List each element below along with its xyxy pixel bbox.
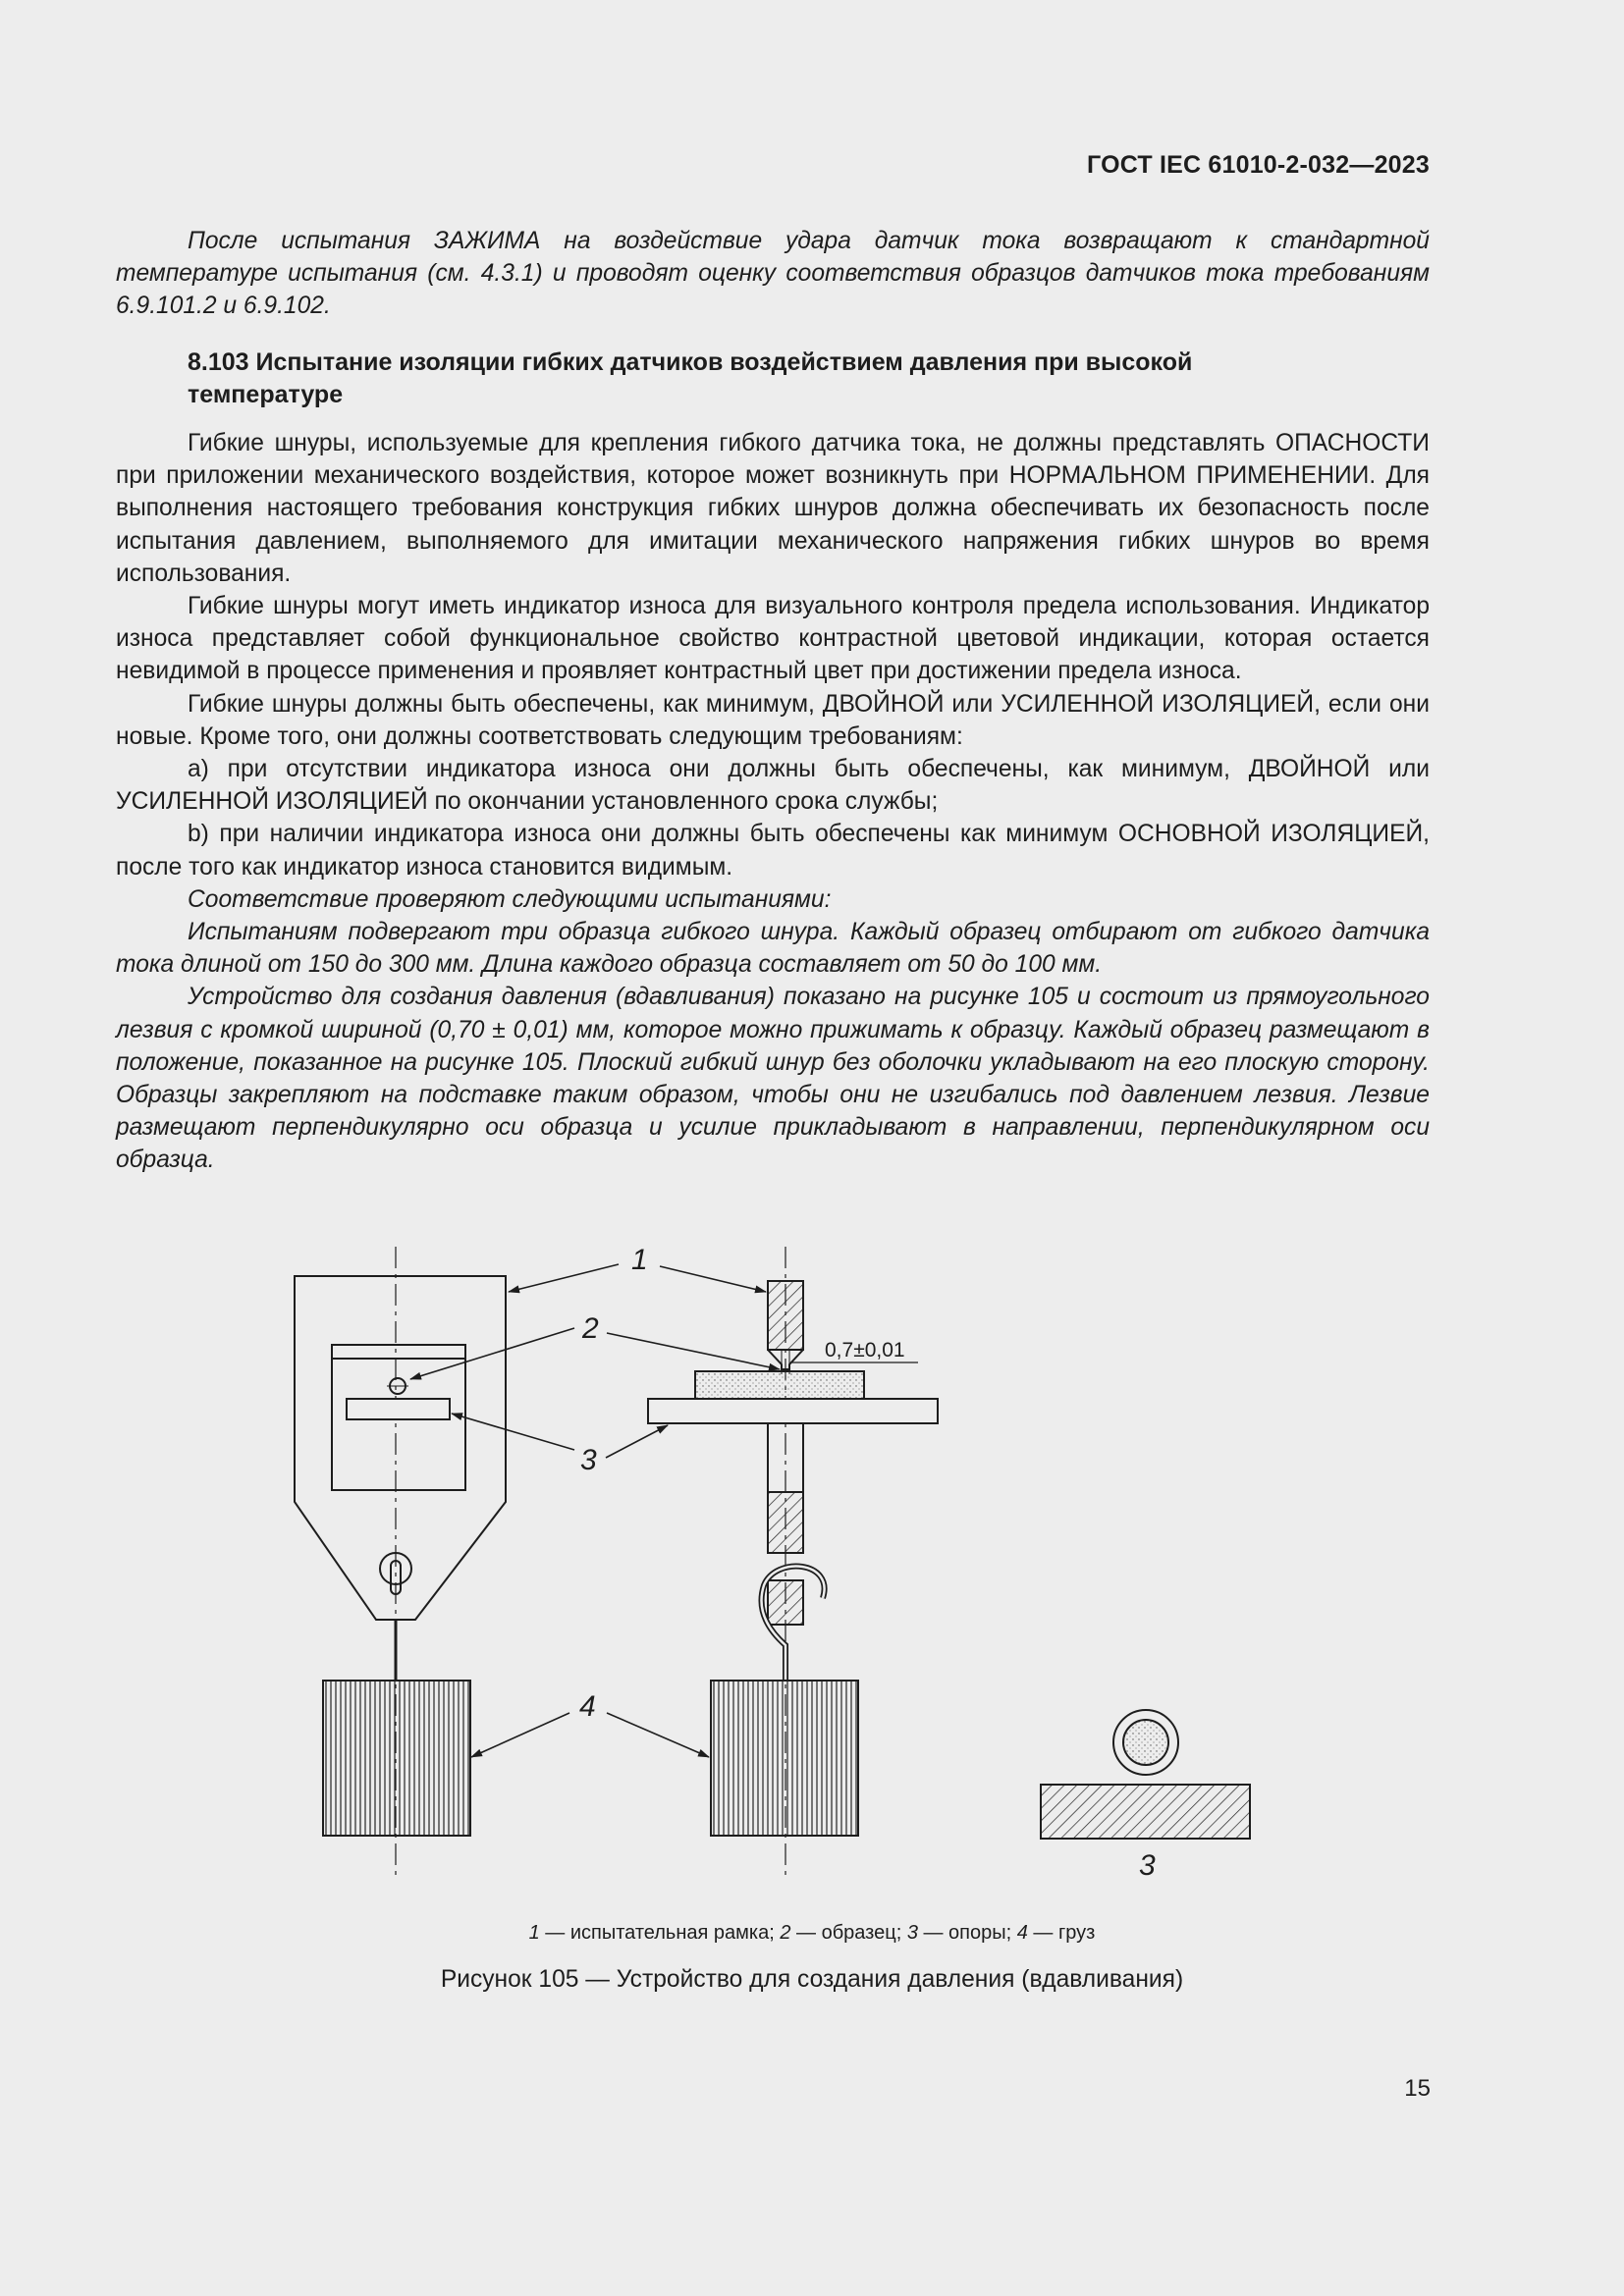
legend-text-3: — опоры; (917, 1922, 1017, 1944)
legend-num-4: 4 (1016, 1922, 1028, 1944)
samples-paragraph: Испытаниям подвергают три образца гибкого шнура. Каждый образец отбирают от гибкого датчика тока длиной от 150 до 300 мм. Длина каждого образца составляет от 50 до 100 мм. (116, 919, 1430, 979)
intro-block (116, 225, 1430, 323)
page-number: 15 (1404, 2075, 1431, 2102)
figure-legend (0, 1922, 1624, 1945)
cross-section-detail (1041, 1710, 1250, 1839)
legend-text-1: — испытательная рамка; (539, 1922, 781, 1944)
list-item-a: a) при отсутствии индикатора износа они должны быть обеспечены, как минимум, ДВОЙНОЙ или УСИЛЕННОЙ ИЗОЛЯЦИЕЙ по окончании установленного срока службы; (116, 756, 1430, 816)
intro-paragraph: После испытания ЗАЖИМА на воздействие удара датчик тока возвращают к стандартной температуре испытания (см. 4.3.1) и проводят оценку соответствия образцов датчиков тока требованиям 6.9.101.2 и 6.9.102. (116, 228, 1430, 320)
compliance-paragraph: Соответствие проверяют следующими испытаниями: (188, 885, 832, 913)
body-text (116, 427, 1430, 1177)
section-heading (188, 347, 1366, 411)
callout-3-detail: 3 (1139, 1849, 1156, 1882)
callout-3: 3 (580, 1444, 597, 1476)
figure-105 (0, 1232, 1624, 1919)
legend-text-2: — образец; (790, 1922, 907, 1944)
list-item-b: b) при наличии индикатора износа они должны быть обеспечены как минимум ОСНОВНОЙ ИЗОЛЯЦИЕЙ, после того как индикатор износа становится видимым. (116, 821, 1430, 881)
legend-text-4: — груз (1027, 1922, 1096, 1944)
section-title-line1: 8.103 Испытание изоляции гибких датчиков воздействием давления при высокой (188, 348, 1193, 376)
document-header: ГОСТ IEC 61010-2-032—2023 (1087, 151, 1430, 179)
device-paragraph: Устройство для создания давления (вдавливания) показано на рисунке 105 и состоит из прямоугольного лезвия с кромкой шириной (0,70 ± 0,01) мм, которое можно прижимать к образцу. Каждый образец размещают в положение, показанное на рисунке 105. Плоский гибкий шнур без оболочки укладывают на его плоскую сторону. Образцы закрепляют на подставке таким образом, чтобы они не изгибались под давлением лезвия. Лезвие размещают перпендикулярно оси образца и усилие прикладывают в направлении, перпендикулярном оси образца. (116, 984, 1430, 1174)
section-title-line2: температуре (188, 381, 344, 408)
legend-num-1: 1 (528, 1922, 540, 1944)
callout-1: 1 (631, 1244, 648, 1276)
callout-2: 2 (582, 1312, 599, 1345)
figure-caption: Рисунок 105 — Устройство для создания давления (вдавливания) (440, 1966, 1184, 1993)
body-paragraph: Гибкие шнуры могут иметь индикатор износа для визуального контроля предела использования. Индикатор износа представляет собой функциональное свойство контрастной цветовой индикации, которая остается невидимой в процессе применения и проявляет контрастный цвет при достижении предела износа. (116, 593, 1430, 685)
legend-num-2: 2 (780, 1922, 791, 1944)
callout-4: 4 (579, 1690, 596, 1723)
test-frame-left (295, 1247, 506, 1875)
body-paragraph: Гибкие шнуры должны быть обеспечены, как минимум, ДВОЙНОЙ или УСИЛЕННОЙ ИЗОЛЯЦИЕЙ, если они новые. Кроме того, они должны соответствовать следующим требованиям: (116, 690, 1430, 750)
dimension-label: 0,7±0,01 (825, 1339, 905, 1362)
legend-num-3: 3 (906, 1922, 918, 1944)
body-paragraph: Гибкие шнуры, используемые для крепления гибкого датчика тока, не должны представлять ОПАСНОСТИ при приложении механического воздействия, которое может возникнуть при НОРМАЛЬНОМ ПРИМЕНЕНИИ. Для выполнения настоящего требования конструкция гибких шнуров должна обеспечивать их безопасность после испытания давлением, выполняемого для имитации механического напряжения гибких шнуров во время использования. (116, 430, 1430, 587)
